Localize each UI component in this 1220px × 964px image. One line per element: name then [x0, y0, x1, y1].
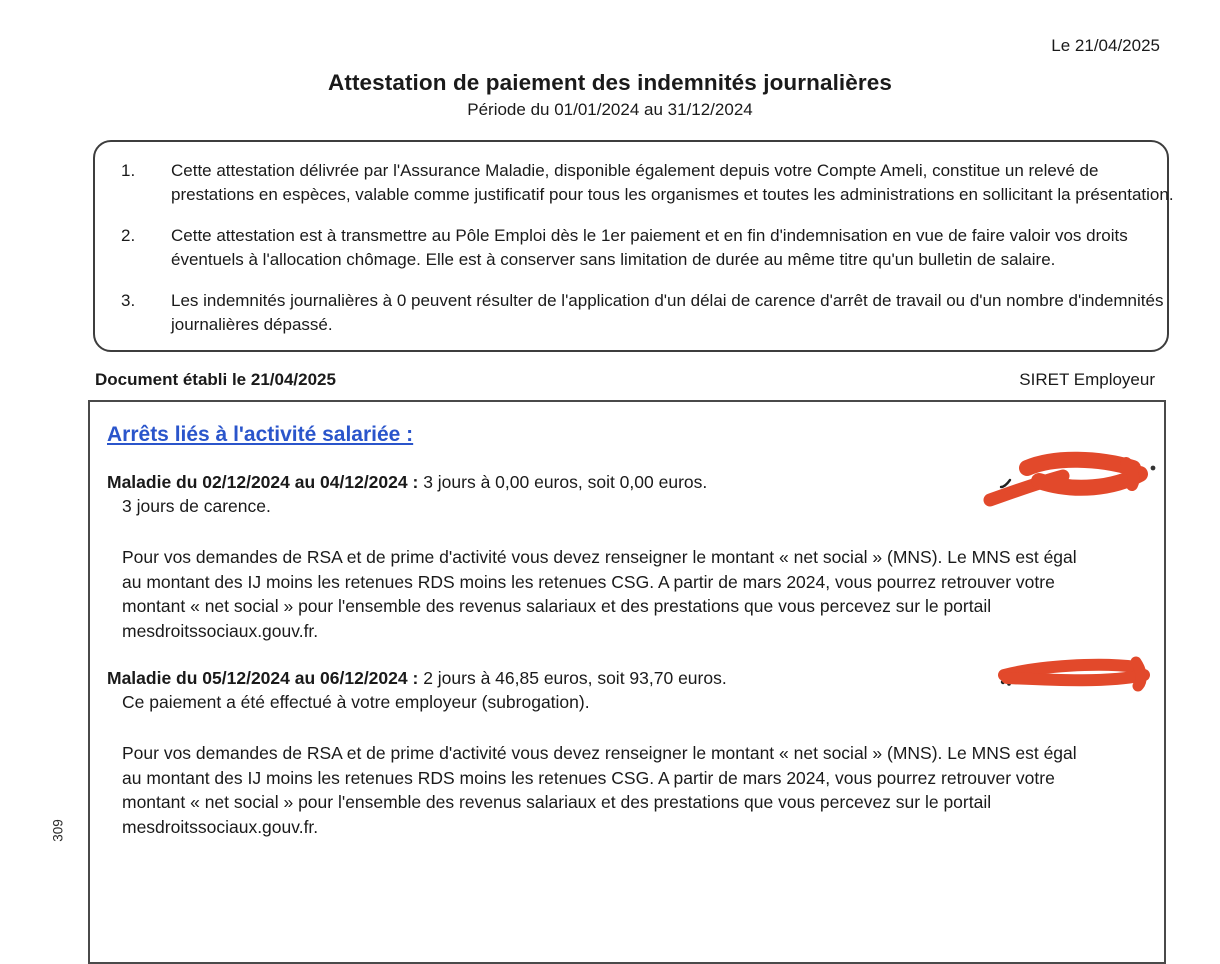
notice-item-number: 3. — [121, 291, 136, 310]
notice-item-number: 2. — [121, 226, 136, 245]
entry-period: Maladie du 05/12/2024 au 06/12/2024 : — [107, 668, 419, 688]
notice-item-2 — [121, 224, 1147, 272]
notice-box — [93, 140, 1174, 352]
entry-summary: 2 jours à 46,85 euros, soit 93,70 euros. — [423, 668, 727, 688]
notice-item-text: Les indemnités journalières à 0 peuvent résulter de l'application d'un délai de carence d'arrêt de travail ou d'un nombre d'indemnités journalières dépassé. — [171, 291, 1164, 334]
header-block — [0, 70, 1220, 120]
meta-row — [95, 370, 1155, 390]
entry-summary: 3 jours à 0,00 euros, soit 0,00 euros. — [423, 472, 708, 492]
notice-item-1 — [121, 159, 1174, 207]
notice-item-text: Cette attestation est à transmettre au Pôle Emploi dès le 1er paiement et en fin d'indemnisation en vue de faire valoir vos droits éventuels à l'allocation chômage. Elle est à conserver sans limitation de durée au même titre qu'un bulletin de salaire. — [171, 226, 1128, 269]
mns-info-paragraph: Pour vos demandes de RSA et de prime d'activité vous devez renseigner le montant « net social » (MNS). Le MNS est égal au montant des IJ moins les retenues RDS moins les retenues CSG. A partir de mars 2024, vous pourrez retrouver votre montant « net social » pour l'ensemble des revenus salariaux et des prestations que vous percevez sur le portail mesdroitssociaux.gouv.fr. — [122, 743, 1077, 837]
document-date: Le 21/04/2025 — [1051, 36, 1160, 55]
siret-employer-label: SIRET Employeur — [1019, 370, 1155, 389]
notice-item-3 — [121, 289, 1164, 337]
entry-note: 3 jours de carence. — [122, 496, 271, 516]
redaction-scribble-2 — [997, 651, 1163, 699]
mns-info-paragraph: Pour vos demandes de RSA et de prime d'activité vous devez renseigner le montant « net social » (MNS). Le MNS est égal au montant des IJ moins les retenues RDS moins les retenues CSG. A partir de mars 2024, vous pourrez retrouver votre montant « net social » pour l'ensemble des revenus salariaux et des prestations que vous percevez sur le portail mesdroitssociaux.gouv.fr. — [122, 547, 1077, 641]
vertical-page-number: 309 — [50, 819, 66, 842]
entry-note: Ce paiement a été effectué à votre employeur (subrogation). — [122, 692, 590, 712]
notice-item-text: Cette attestation délivrée par l'Assurance Maladie, disponible également depuis votre Compte Ameli, constitue un relevé de prestations en espèces, valable comme justificatif pour tous les organismes et toutes les administrations en sollicitant la présentation. — [171, 161, 1174, 204]
page-title: Attestation de paiement des indemnités journalières — [328, 70, 892, 95]
redaction-scribble-1 — [983, 447, 1160, 511]
notice-item-number: 1. — [121, 161, 136, 180]
entry-period: Maladie du 02/12/2024 au 04/12/2024 : — [107, 472, 419, 492]
sickness-entry-2 — [107, 666, 1148, 690]
section-heading-arrets: Arrêts liés à l'activité salariée : — [107, 423, 414, 446]
page-subtitle: Période du 01/01/2024 au 31/12/2024 — [467, 100, 753, 119]
document-established-date: Document établi le 21/04/2025 — [95, 370, 336, 389]
